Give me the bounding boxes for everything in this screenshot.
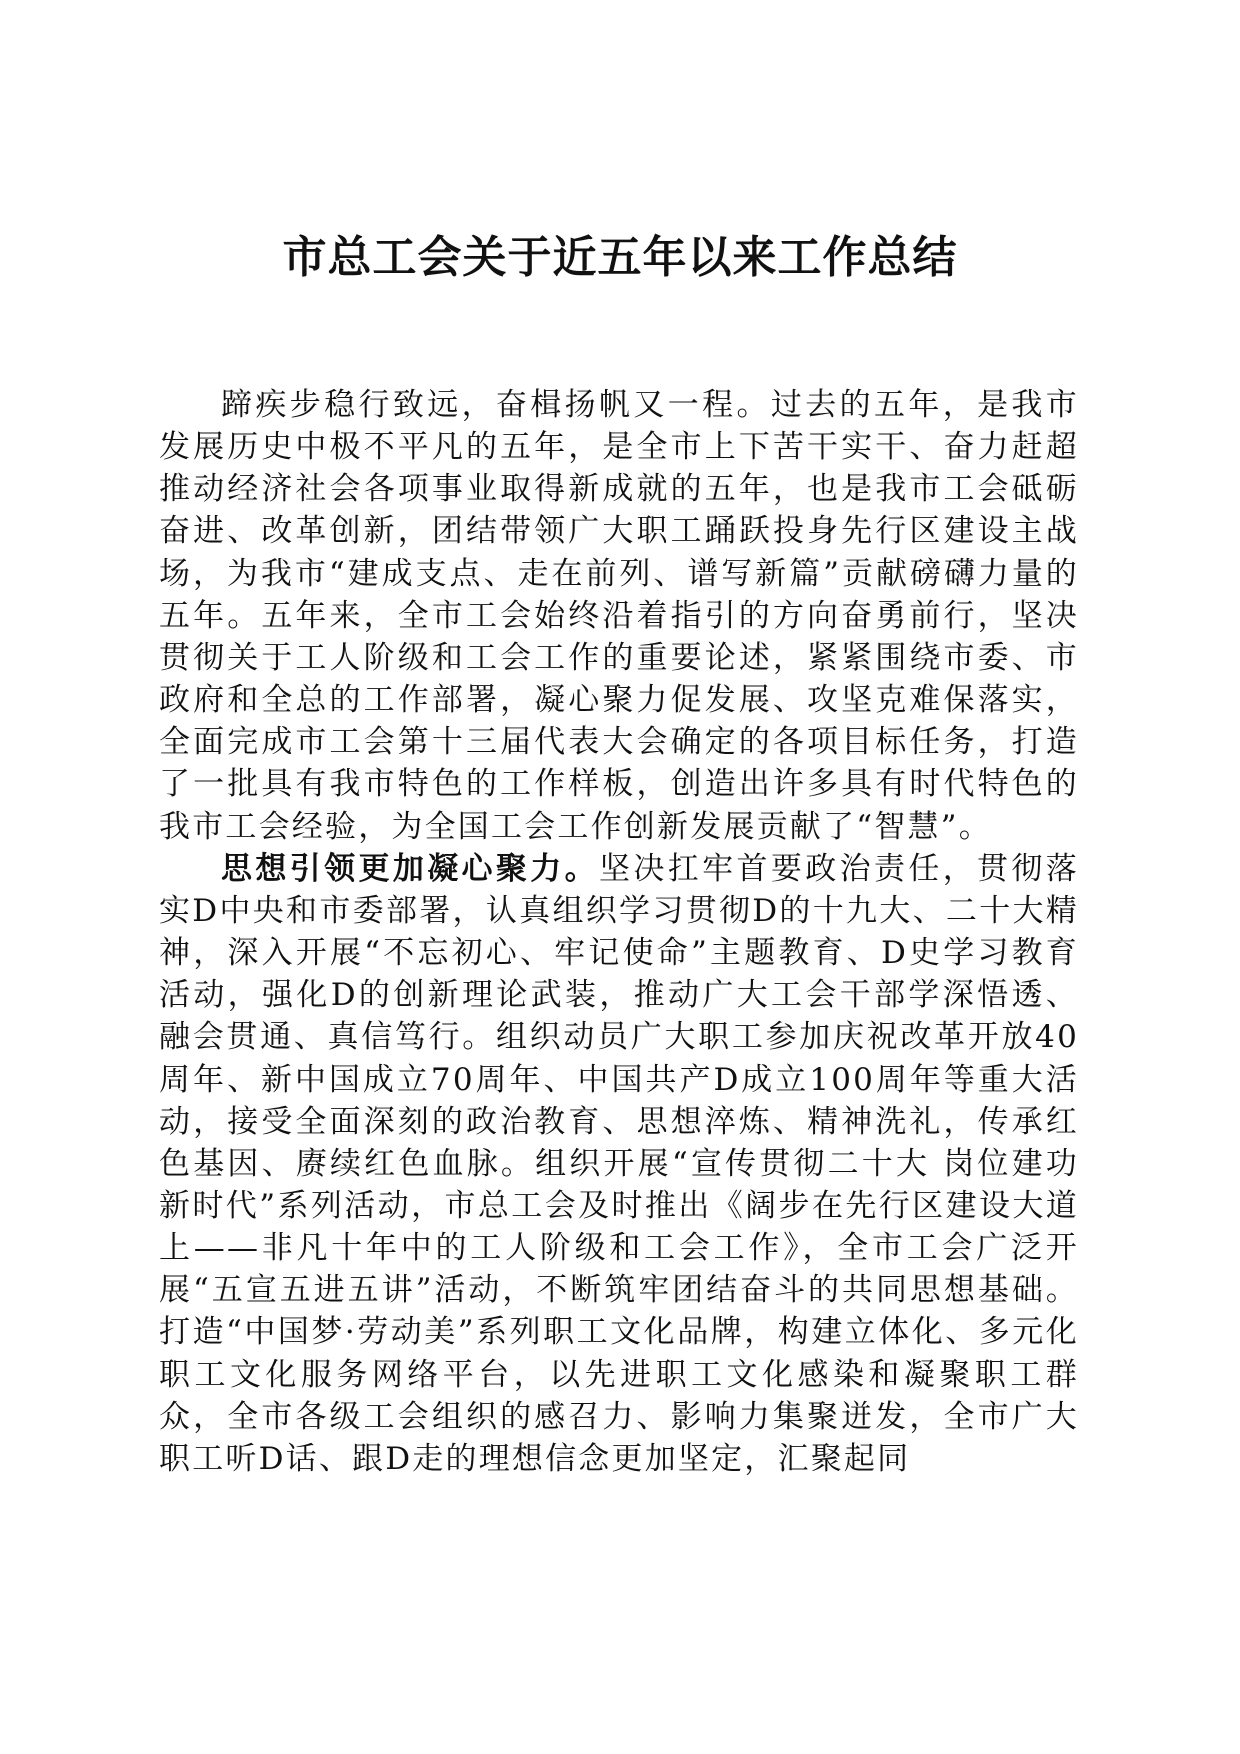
paragraph-intro: 蹄疾步稳行致远，奋楫扬帆又一程。过去的五年，是我市发展历史中极不平凡的五年，是全市上下苦干实干、奋力赶超推动经济社会各项事业取得新成就的五年，也是我市工会砥砺奋进、改革创新，团结带领广大职工踊跃投身先行区建设主战场，为我市“建成支点、走在前列、谱写新篇”贡献磅礴力量的五年。五年来，全市工会始终沿着指引的方向奋勇前行，坚决贯彻关于工人阶级和工会工作的重要论述，紧紧围绕市委、市政府和全总的工作部署，凝心聚力促发展、攻坚克难保落实，全面完成市工会第十三届代表大会确定的各项目标任务，打造了一批具有我市特色的工作样板，创造出许多具有时代特色的我市工会经验，为全国工会工作创新发展贡献了“智慧”。 bbox=[159, 387, 1079, 845]
document-body bbox=[159, 384, 1079, 1480]
paragraph-body-text: 坚决扛牢首要政治责任，贯彻落实D中央和市委部署，认真组织学习贯彻D的十九大、二十大精神，深入开展“不忘初心、牢记使命”主题教育、D史学习教育活动，强化D的创新理论武装，推动广大工会干部学深悟透、融会贯通、真信笃行。组织动员广大职工参加庆祝改革开放40周年、新中国成立70周年、中国共产D成立100周年等重大活动，接受全面深刻的政治教育、思想淬炼、精神洗礼，传承红色基因、赓续红色血脉。组织开展“宣传贯彻二十大 岗位建功新时代”系列活动，市总工会及时推出《阔步在先行区建设大道上——非凡十年中的工人阶级和工会工作》，全市工会广泛开展“五宣五进五讲”活动，不断筑牢团结奋斗的共同思想基础。打造“中国梦·劳动美”系列职工文化品牌，构建立体化、多元化职工文化服务网络平台，以先进职工文化感染和凝聚职工群众，全市各级工会组织的感召力、影响力集聚迸发，全市广大职工听D话、跟D走的理想信念更加坚定，汇聚起同 bbox=[159, 850, 1079, 1477]
paragraph-lead-heading: 思想引领更加凝心聚力。 bbox=[221, 850, 600, 887]
document-title: 市总工会关于近五年以来工作总结 bbox=[282, 232, 958, 283]
paragraph-ideological-guidance bbox=[159, 848, 1079, 1480]
